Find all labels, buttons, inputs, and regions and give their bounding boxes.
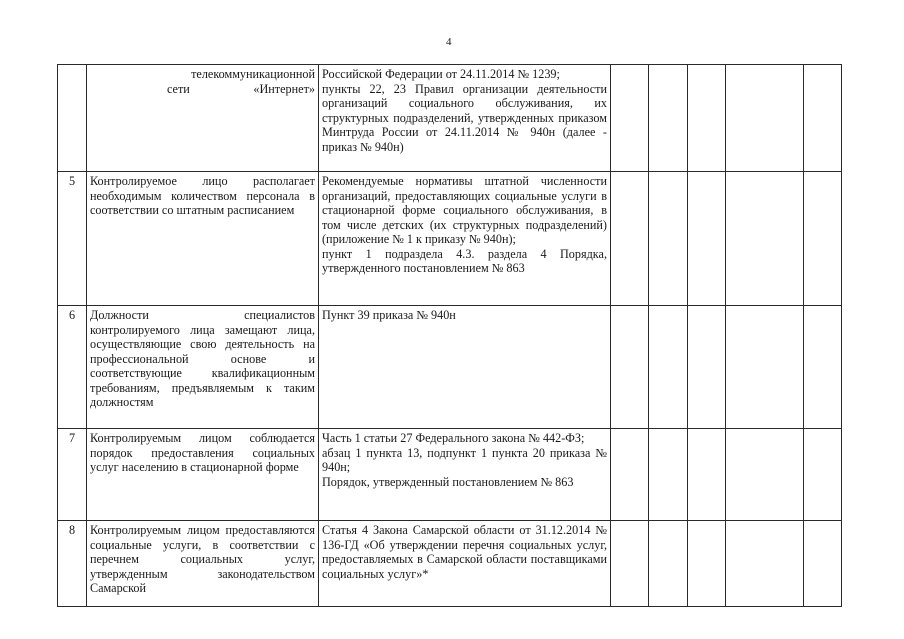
empty-cell <box>726 65 804 172</box>
empty-cell <box>726 429 804 521</box>
reference-line: Статья 4 Закона Самарской области от 31.12.2014 № 136-ГД «Об утверждении перечня социальных услуг, предоставляемых в Самарской области поставщиками социальных услуг»* <box>322 523 607 581</box>
row-number <box>58 65 87 172</box>
row-number: 8 <box>58 521 87 607</box>
requirement-text: Должности специалистов контролируемого лица замещают лица, осуществляющие свою деятельность на профессиональной основе и соответствующие квалификационным требованиям, предъявляемым к таким должностям <box>90 308 315 409</box>
reference-line: Российской Федерации от 24.11.2014 № 1239; <box>322 67 560 81</box>
row-number: 6 <box>58 306 87 429</box>
reference-line: Порядок, утвержденный постановлением № 863 <box>322 474 574 489</box>
row-number: 7 <box>58 429 87 521</box>
reference-line: пункт 1 подраздела 4.3. раздела 4 Порядка, утвержденного постановлением № 863 <box>322 246 607 275</box>
reference-cell <box>319 429 611 521</box>
empty-cell <box>804 521 842 607</box>
requirement-cell <box>87 521 319 607</box>
empty-cell <box>649 306 688 429</box>
reference-cell <box>319 521 611 607</box>
page-number: 4 <box>446 36 452 48</box>
empty-cell <box>649 429 688 521</box>
empty-cell <box>804 65 842 172</box>
reference-line: Часть 1 статьи 27 Федерального закона № 442-ФЗ; <box>322 431 585 445</box>
requirement-text: Контролируемое лицо располагает необходимым количеством персонала в соответствии со штатным расписанием <box>90 174 315 217</box>
table-row <box>58 172 842 306</box>
empty-cell <box>611 172 649 306</box>
requirement-cell <box>87 172 319 306</box>
requirement-text: телекоммуникационной сети «Интернет» <box>167 67 315 96</box>
checklist-table <box>57 64 842 607</box>
empty-cell <box>611 429 649 521</box>
empty-cell <box>649 172 688 306</box>
reference-cell <box>319 306 611 429</box>
empty-cell <box>649 65 688 172</box>
empty-cell <box>804 429 842 521</box>
empty-cell <box>688 521 726 607</box>
empty-cell <box>804 172 842 306</box>
reference-line: Пункт 39 приказа № 940н <box>322 308 456 322</box>
empty-cell <box>726 521 804 607</box>
empty-cell <box>688 65 726 172</box>
empty-cell <box>649 521 688 607</box>
table-row <box>58 306 842 429</box>
empty-cell <box>726 172 804 306</box>
reference-line: Рекомендуемые нормативы штатной численности организаций, предоставляющих социальные услуги в стационарной форме социального обслуживания, в том числе детских (их структурных подразделений) (приложение № 1 к приказу № 940н); <box>322 174 607 246</box>
empty-cell <box>726 306 804 429</box>
requirement-cell <box>87 306 319 429</box>
requirement-text: Контролируемым лицом соблюдается порядок предоставления социальных услуг населению в стационарной форме <box>90 431 315 474</box>
empty-cell <box>611 65 649 172</box>
empty-cell <box>688 306 726 429</box>
empty-cell <box>688 172 726 306</box>
table-row <box>58 65 842 172</box>
reference-line: абзац 1 пункта 13, подпункт 1 пункта 20 приказа № 940н; <box>322 445 607 474</box>
reference-line: пункты 22, 23 Правил организации деятельности организаций социального обслуживания, их структурных подразделений, утвержденных приказом Минтруда России от 24.11.2014 № 940н (далее - приказ № 940н) <box>322 81 607 154</box>
empty-cell <box>688 429 726 521</box>
empty-cell <box>611 306 649 429</box>
requirement-cell <box>87 65 319 172</box>
row-number: 5 <box>58 172 87 306</box>
table-row <box>58 521 842 607</box>
table-row <box>58 429 842 521</box>
requirement-cell <box>87 429 319 521</box>
reference-cell <box>319 172 611 306</box>
requirement-text: Контролируемым лицом предоставляются социальные услуги, в соответствии с перечнем социальных услуг, утвержденным законодательством Самарской <box>90 523 315 595</box>
reference-cell <box>319 65 611 172</box>
empty-cell <box>804 306 842 429</box>
empty-cell <box>611 521 649 607</box>
